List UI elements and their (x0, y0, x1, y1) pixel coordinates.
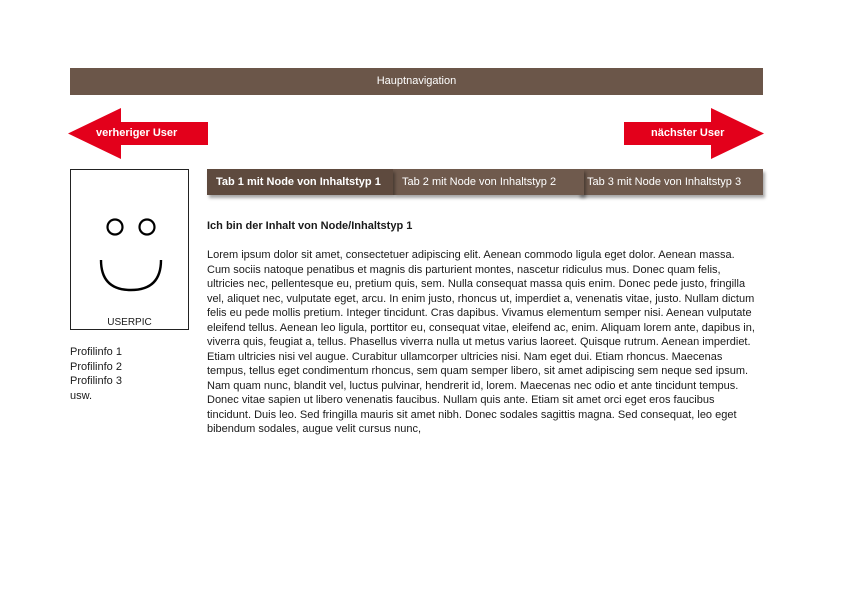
profile-info-item: Profilinfo 3 (70, 375, 122, 387)
profile-info (70, 345, 122, 403)
smiley-face-icon (71, 170, 190, 331)
main-navigation-label: Hauptnavigation (376, 75, 457, 87)
tab-1[interactable]: Tab 1 mit Node von Inhaltstyp 1 (207, 169, 393, 195)
content-body: Lorem ipsum dolor sit amet, consectetuer adipiscing elit. Aenean commodo ligula eget dolor. Aenean massa. Cum sociis natoque penatibus et magnis dis parturient montes, nascetur ridiculus mus. Donec quam felis, ultricies nec, pellentesque eu, pretium quis, sem. Nulla consequat massa quis enim. Donec pede justo, fringilla vel, aliquet nec, vulputate eget, arcu. In enim justo, rhoncus ut, imperdiet a, venenatis vitae, justo. Nullam dictum felis eu pede mollis pretium. Integer tincidunt. Cras dapibus. Vivamus elementum semper nisi. Aenean vulputate eleifend tellus. Aenean leo ligula, porttitor eu, consequat vitae, eleifend ac, enim. Aliquam lorem ante, dapibus in, viverra quis, feugiat a, tellus. Phasellus viverra nulla ut metus varius laoreet. Quisque rutrum. Aenean imperdiet. Etiam ultricies nisi vel augue. Curabitur ullamcorper ultricies nisi. Nam eget dui. Etiam rhoncus. Maecenas tempus, tellus eget condimentum rhoncus, sem quam semper libero, sit amet adipiscing sem neque sed ipsum. Nam quam nunc, blandit vel, luctus pulvinar, hendrerit id, lorem. Maecenas nec odio et ante tincidunt tempus. Donec vitae sapien ut libero venenatis faucibus. Nullam quis ante. Etiam sit amet orci eget eros faucibus tincidunt. Duis leo. Sed fringilla mauris sit amet nibh. Donec sodales sagittis magna. Sed consequat, leo eget bibendum sodales, augue velit cursus nunc, (207, 249, 755, 435)
tab-3[interactable]: Tab 3 mit Node von Inhaltstyp 3 (578, 169, 763, 195)
previous-user-label: verheriger User (96, 127, 178, 139)
tab-2[interactable]: Tab 2 mit Node von Inhaltstyp 2 (393, 169, 584, 195)
next-user-button[interactable] (624, 108, 764, 159)
userpic-label: USERPIC (107, 317, 152, 328)
userpic (70, 169, 189, 330)
content-tabs (207, 169, 764, 195)
next-user-label: nächster User (651, 127, 725, 139)
node-content (207, 220, 757, 437)
profile-info-item: usw. (70, 389, 93, 402)
previous-user-button[interactable] (68, 108, 208, 159)
profile-info-item: Profilinfo 2 (70, 360, 122, 373)
profile-info-item: Profilinfo 1 (70, 346, 122, 358)
main-navigation[interactable] (70, 68, 763, 95)
content-heading: Ich bin der Inhalt von Node/Inhaltstyp 1 (207, 220, 413, 232)
